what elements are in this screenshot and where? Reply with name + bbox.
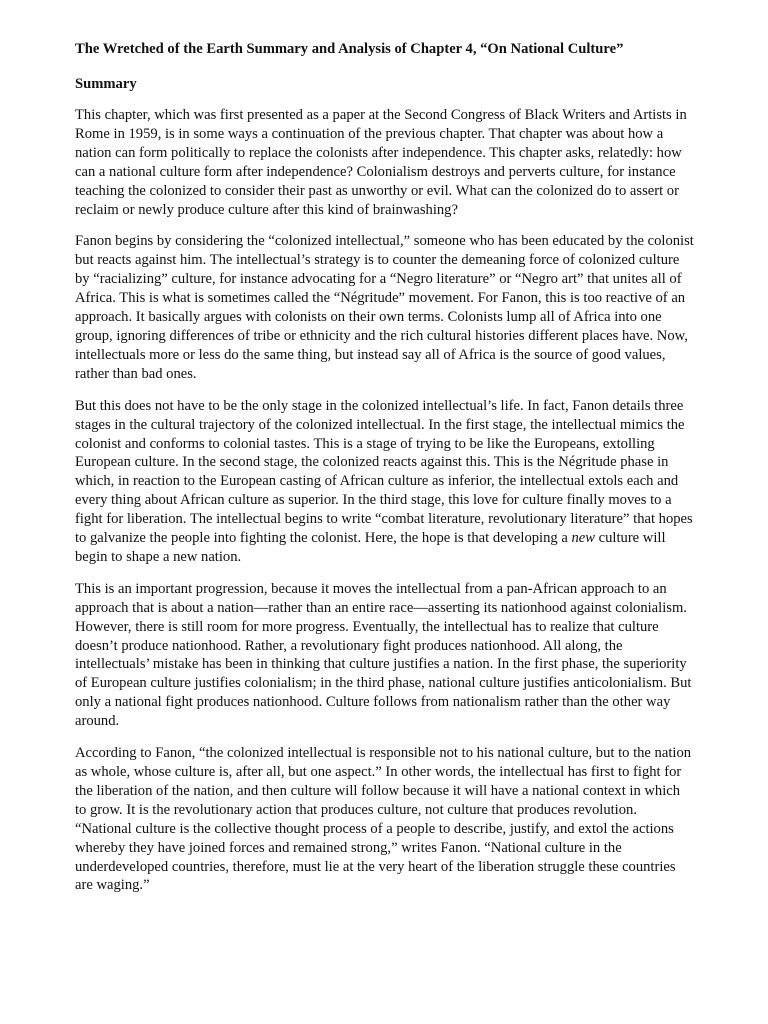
paragraph-3-text-before: But this does not have to be the only stage in the colonized intellectual’s life. In fact, Fanon details three stages in the cultural trajectory of the colonized intellectual. In the first stage, the intellectual mimics the colonist and conforms to colonial tastes. This is a stage of trying to be like the Europeans, extolling European culture. In the second stage, the colonized reacts against this. This is the Négritude phase in which, in reaction to the European casting of African culture as inferior, the intellectual extols each and every thing about African culture as superior. In the third stage, this love for culture finally moves to a fight for liberation. The intellectual begins to write “combat literature, revolutionary literature” that hopes to galvanize the people into fighting the colonist. Here, the hope is that developing a	[75, 397, 693, 547]
document-title: The Wretched of the Earth Summary and Analysis of Chapter 4, “On National Culture”	[75, 41, 624, 57]
paragraph-4: This is an important progression, because it moves the intellectual from a pan-African approach to an approach that is about a nation—rather than an entire race—asserting its nationhood against colonialism. However, there is still room for more progress. Eventually, the intellectual has to realize that culture doesn’t produce nationhood. Rather, a revolutionary fight produces nationhood. All along, the intellectuals’ mistake has been in thinking that culture justifies a nation. In the first phase, the superiority of European culture justifies colonialism; in the third phase, national culture justifies anticolonialism. But only a national fight produces nationhood. Culture follows from nationalism rather than the other way around.	[75, 580, 692, 730]
paragraph-3-text-after: culture will begin to shape a new nation.	[75, 530, 666, 565]
paragraph-3-emphasis: new	[571, 530, 595, 547]
paragraph-2: Fanon begins by considering the “colonized intellectual,” someone who has been educated by the colonist but reacts against him. The intellectual’s strategy is to counter the demeaning force of colonized culture by “racializing” culture, for instance advocating for a “Negro literature” or “Negro art” that unites all of Africa. This is what is sometimes called the “Négritude” movement. For Fanon, this is too reactive of an approach. It basically argues with colonists on their own terms. Colonists lump all of Africa into one group, ignoring differences of tribe or ethnicity and the rich cultural histories different places have. Now, intellectuals more or less do the same thing, but instead say all of Africa is the source of good values, rather than bad ones.	[75, 233, 694, 382]
paragraph-3	[75, 397, 695, 567]
document-page	[75, 40, 695, 908]
paragraph-5: According to Fanon, “the colonized intellectual is responsible not to his national culture, but to the nation as whole, whose culture is, after all, but one aspect.” In other words, the intellectual has first to fight for the liberation of the nation, and then culture will follow because it will have a national context in which to grow. It is the revolutionary action that produces culture, not culture that produces revolution. “National culture is the collective thought process of a people to describe, justify, and extol the actions whereby they have joined forces and remained strong,” writes Fanon. “National culture in the underdeveloped countries, therefore, must lie at the very heart of the liberation struggle these countries are waging.”	[75, 745, 692, 894]
paragraph-1: This chapter, which was first presented as a paper at the Second Congress of Black Writers and Artists in Rome in 1959, is in some ways a continuation of the previous chapter. That chapter was about how a nation can form politically to replace the colonists after independence. This chapter asks, relatedly: how can a national culture form after independence? Colonialism destroys and perverts culture, for instance teaching the colonized to consider their past as unworthy or evil. What can the colonized do to assert or reclaim or newly produce culture after this kind of brainwashing?	[75, 107, 687, 218]
section-heading-summary: Summary	[75, 76, 137, 92]
